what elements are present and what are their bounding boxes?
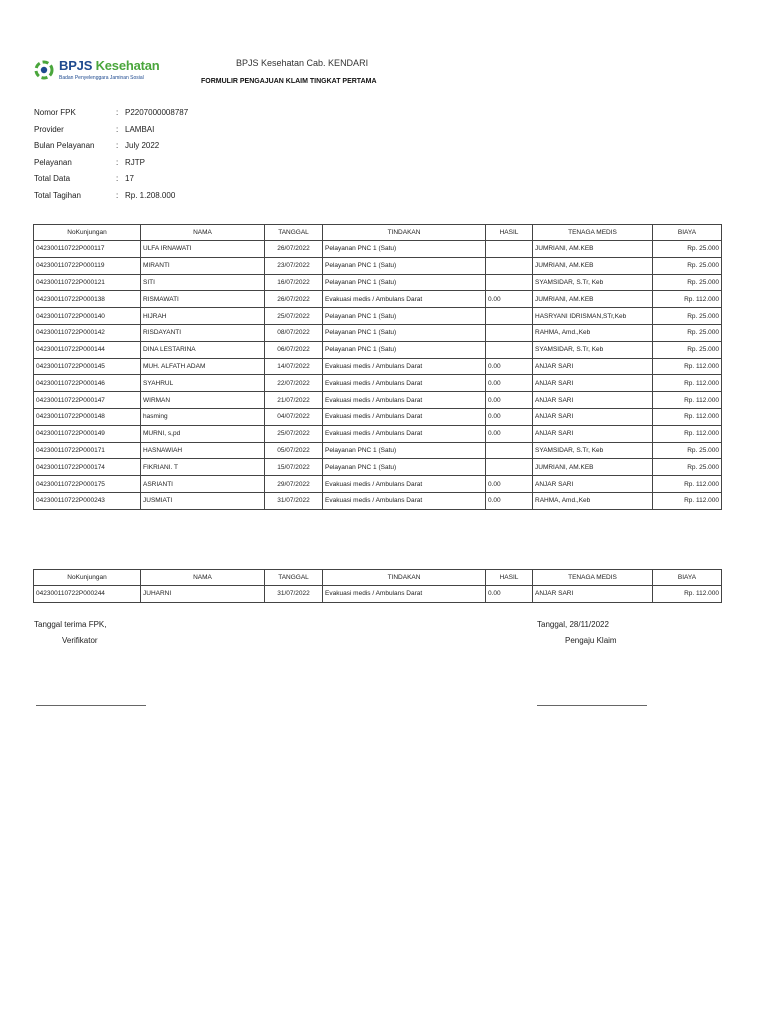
column-header: NAMA [141,225,265,241]
cell-visit-number: 042300110722P000144 [34,341,141,358]
cell-cost: Rp. 112.000 [653,425,722,442]
table-row [34,425,722,442]
column-header: NAMA [141,570,265,586]
table-row [34,476,722,493]
column-header: BIAYA [653,570,722,586]
cell-visit-number: 042300110722P000243 [34,492,141,509]
column-header: TENAGA MEDIS [533,225,653,241]
cell-action: Pelayanan PNC 1 (Satu) [323,274,486,291]
cell-result: 0.00 [486,492,533,509]
cell-result [486,274,533,291]
cell-action: Pelayanan PNC 1 (Satu) [323,459,486,476]
cell-medical-staff: JUMRIANI, AM.KEB [533,257,653,274]
cell-cost: Rp. 25.000 [653,257,722,274]
info-label: Bulan Pelayanan [34,141,95,151]
logo-brand-part2: Kesehatan [95,58,160,73]
table-row [34,408,722,425]
column-header: TINDAKAN [323,225,486,241]
table-row [34,291,722,308]
cell-date: 26/07/2022 [265,241,323,258]
cell-visit-number: 042300110722P000145 [34,358,141,375]
table-row [34,324,722,341]
cell-cost: Rp. 112.000 [653,291,722,308]
cell-cost: Rp. 112.000 [653,492,722,509]
info-label: Total Data [34,174,71,184]
logo-tagline: Badan Penyelenggara Jaminan Sosial [59,75,144,81]
cell-result [486,241,533,258]
cell-medical-staff: RAHMA, Amd.,Keb [533,324,653,341]
cell-action: Evakuasi medis / Ambulans Darat [323,492,486,509]
cell-cost: Rp. 25.000 [653,341,722,358]
table-row [34,308,722,325]
cell-visit-number: 042300110722P000121 [34,274,141,291]
cell-result [486,308,533,325]
column-header: HASIL [486,225,533,241]
claims-table [33,224,722,510]
cell-action: Pelayanan PNC 1 (Satu) [323,442,486,459]
cell-cost: Rp. 112.000 [653,476,722,493]
table-row [34,392,722,409]
cell-date: 08/07/2022 [265,324,323,341]
cell-name: JUHARNI [141,586,265,603]
cell-date: 14/07/2022 [265,358,323,375]
cell-medical-staff: SYAMSIDAR, S.Tr, Keb [533,341,653,358]
column-header: TINDAKAN [323,570,486,586]
cell-name: ULFA IRNAWATI [141,241,265,258]
cell-name: RISDAYANTI [141,324,265,341]
cell-medical-staff: JUMRIANI, AM.KEB [533,459,653,476]
cell-cost: Rp. 25.000 [653,324,722,341]
cell-name: WIRMAN [141,392,265,409]
verifier-signature-line [36,705,146,706]
table-row [34,358,722,375]
cell-cost: Rp. 25.000 [653,241,722,258]
bpjs-logo-icon [34,60,54,80]
table-row [34,442,722,459]
cell-result: 0.00 [486,291,533,308]
logo-brand-name [59,58,160,73]
cell-visit-number: 042300110722P000117 [34,241,141,258]
info-colon: : [116,174,119,184]
cell-result [486,341,533,358]
cell-medical-staff: SYAMSIDAR, S.Tr, Keb [533,274,653,291]
cell-date: 21/07/2022 [265,392,323,409]
cell-visit-number: 042300110722P000174 [34,459,141,476]
claimant-signature-line [537,705,647,706]
cell-name: ASRIANTI [141,476,265,493]
cell-action: Pelayanan PNC 1 (Satu) [323,308,486,325]
cell-medical-staff: SYAMSIDAR, S.Tr, Keb [533,442,653,459]
cell-name: HASNAWIAH [141,442,265,459]
cell-action: Evakuasi medis / Ambulans Darat [323,392,486,409]
cell-action: Evakuasi medis / Ambulans Darat [323,476,486,493]
cell-date: 22/07/2022 [265,375,323,392]
info-colon: : [116,190,119,200]
cell-name: MUH. ALFATH ADAM [141,358,265,375]
cell-visit-number: 042300110722P000138 [34,291,141,308]
cell-date: 25/07/2022 [265,425,323,442]
column-header: HASIL [486,570,533,586]
cell-visit-number: 042300110722P000146 [34,375,141,392]
cell-cost: Rp. 112.000 [653,586,722,603]
cell-result: 0.00 [486,358,533,375]
cell-date: 16/07/2022 [265,274,323,291]
cell-medical-staff: ANJAR SARI [533,476,653,493]
additional-claims-table [33,569,722,603]
cell-action: Pelayanan PNC 1 (Satu) [323,324,486,341]
table-row [34,375,722,392]
cell-visit-number: 042300110722P000148 [34,408,141,425]
document-subtitle: FORMULIR PENGAJUAN KLAIM TINGKAT PERTAMA [201,78,377,85]
table-row [34,257,722,274]
cell-date: 29/07/2022 [265,476,323,493]
info-colon: : [116,141,119,151]
cell-visit-number: 042300110722P000149 [34,425,141,442]
cell-name: JUSMIATI [141,492,265,509]
cell-medical-staff: JUMRIANI, AM.KEB [533,241,653,258]
cell-cost: Rp. 25.000 [653,442,722,459]
info-colon: : [116,124,119,134]
info-value: P2207000008787 [125,108,189,117]
cell-action: Pelayanan PNC 1 (Satu) [323,341,486,358]
cell-medical-staff: JUMRIANI, AM.KEB [533,291,653,308]
cell-action: Evakuasi medis / Ambulans Darat [323,425,486,442]
cell-result [486,324,533,341]
cell-visit-number: 042300110722P000140 [34,308,141,325]
column-header: NoKunjungan [34,225,141,241]
column-header: NoKunjungan [34,570,141,586]
cell-result [486,442,533,459]
received-date-label: Tanggal terima FPK, [34,620,107,629]
info-value: 17 [125,174,134,184]
cell-date: 04/07/2022 [265,408,323,425]
info-colon: : [116,157,119,167]
cell-action: Evakuasi medis / Ambulans Darat [323,408,486,425]
table-header-row [34,570,722,586]
column-header: BIAYA [653,225,722,241]
table-row [34,241,722,258]
cell-date: 31/07/2022 [265,492,323,509]
info-colon: : [116,108,119,117]
cell-cost: Rp. 112.000 [653,358,722,375]
cell-result [486,459,533,476]
cell-cost: Rp. 25.000 [653,308,722,325]
info-label: Nomor FPK [34,108,76,117]
cell-medical-staff: ANJAR SARI [533,408,653,425]
cell-result: 0.00 [486,408,533,425]
logo-brand-part1: BPJS [59,58,93,73]
cell-name: hasming [141,408,265,425]
cell-date: 25/07/2022 [265,308,323,325]
cell-result: 0.00 [486,476,533,493]
cell-name: FIKRIANI. T [141,459,265,476]
cell-action: Pelayanan PNC 1 (Satu) [323,241,486,258]
cell-action: Evakuasi medis / Ambulans Darat [323,291,486,308]
column-header: TENAGA MEDIS [533,570,653,586]
bpjs-logo [34,58,184,86]
cell-action: Pelayanan PNC 1 (Satu) [323,257,486,274]
table-row [34,274,722,291]
table-row [34,492,722,509]
column-header: TANGGAL [265,225,323,241]
cell-medical-staff: RAHMA, Amd.,Keb [533,492,653,509]
cell-medical-staff: ANJAR SARI [533,358,653,375]
cell-visit-number: 042300110722P000175 [34,476,141,493]
cell-medical-staff: ANJAR SARI [533,375,653,392]
cell-medical-staff: ANJAR SARI [533,425,653,442]
cell-visit-number: 042300110722P000142 [34,324,141,341]
cell-visit-number: 042300110722P000171 [34,442,141,459]
info-value: July 2022 [125,141,160,151]
cell-result: 0.00 [486,375,533,392]
cell-visit-number: 042300110722P000119 [34,257,141,274]
verifier-role: Verifikator [62,636,98,645]
cell-medical-staff: ANJAR SARI [533,586,653,603]
document-title: BPJS Kesehatan Cab. KENDARI [236,58,369,68]
info-label: Provider [34,124,64,134]
table-row [34,459,722,476]
cell-visit-number: 042300110722P000244 [34,586,141,603]
cell-name: SITI [141,274,265,291]
cell-name: SYAHRUL [141,375,265,392]
cell-date: 15/07/2022 [265,459,323,476]
cell-result [486,257,533,274]
submission-date-label: Tanggal, 28/11/2022 [537,620,609,629]
table-row [34,586,722,603]
cell-name: RISMAWATI [141,291,265,308]
cell-date: 06/07/2022 [265,341,323,358]
table-row [34,341,722,358]
cell-action: Evakuasi medis / Ambulans Darat [323,586,486,603]
cell-date: 31/07/2022 [265,586,323,603]
info-value: Rp. 1.208.000 [125,190,176,200]
cell-date: 26/07/2022 [265,291,323,308]
cell-name: MIRANTI [141,257,265,274]
cell-action: Evakuasi medis / Ambulans Darat [323,358,486,375]
cell-result: 0.00 [486,586,533,603]
table-header-row [34,225,722,241]
cell-action: Evakuasi medis / Ambulans Darat [323,375,486,392]
cell-visit-number: 042300110722P000147 [34,392,141,409]
column-header: TANGGAL [265,570,323,586]
cell-cost: Rp. 112.000 [653,375,722,392]
cell-name: HIJRAH [141,308,265,325]
cell-date: 23/07/2022 [265,257,323,274]
cell-result: 0.00 [486,425,533,442]
cell-cost: Rp. 112.000 [653,392,722,409]
cell-name: DINA LESTARINA [141,341,265,358]
cell-medical-staff: HASRYANI IDRISMAN,STr,Keb [533,308,653,325]
info-label: Pelayanan [34,157,72,167]
cell-date: 05/07/2022 [265,442,323,459]
cell-cost: Rp. 25.000 [653,459,722,476]
cell-medical-staff: ANJAR SARI [533,392,653,409]
info-value: LAMBAI [125,124,155,134]
cell-result: 0.00 [486,392,533,409]
claimant-role: Pengaju Klaim [565,636,617,645]
cell-name: MURNI, s,pd [141,425,265,442]
cell-cost: Rp. 25.000 [653,274,722,291]
info-value: RJTP [125,157,145,167]
info-label: Total Tagihan [34,190,81,200]
cell-cost: Rp. 112.000 [653,408,722,425]
